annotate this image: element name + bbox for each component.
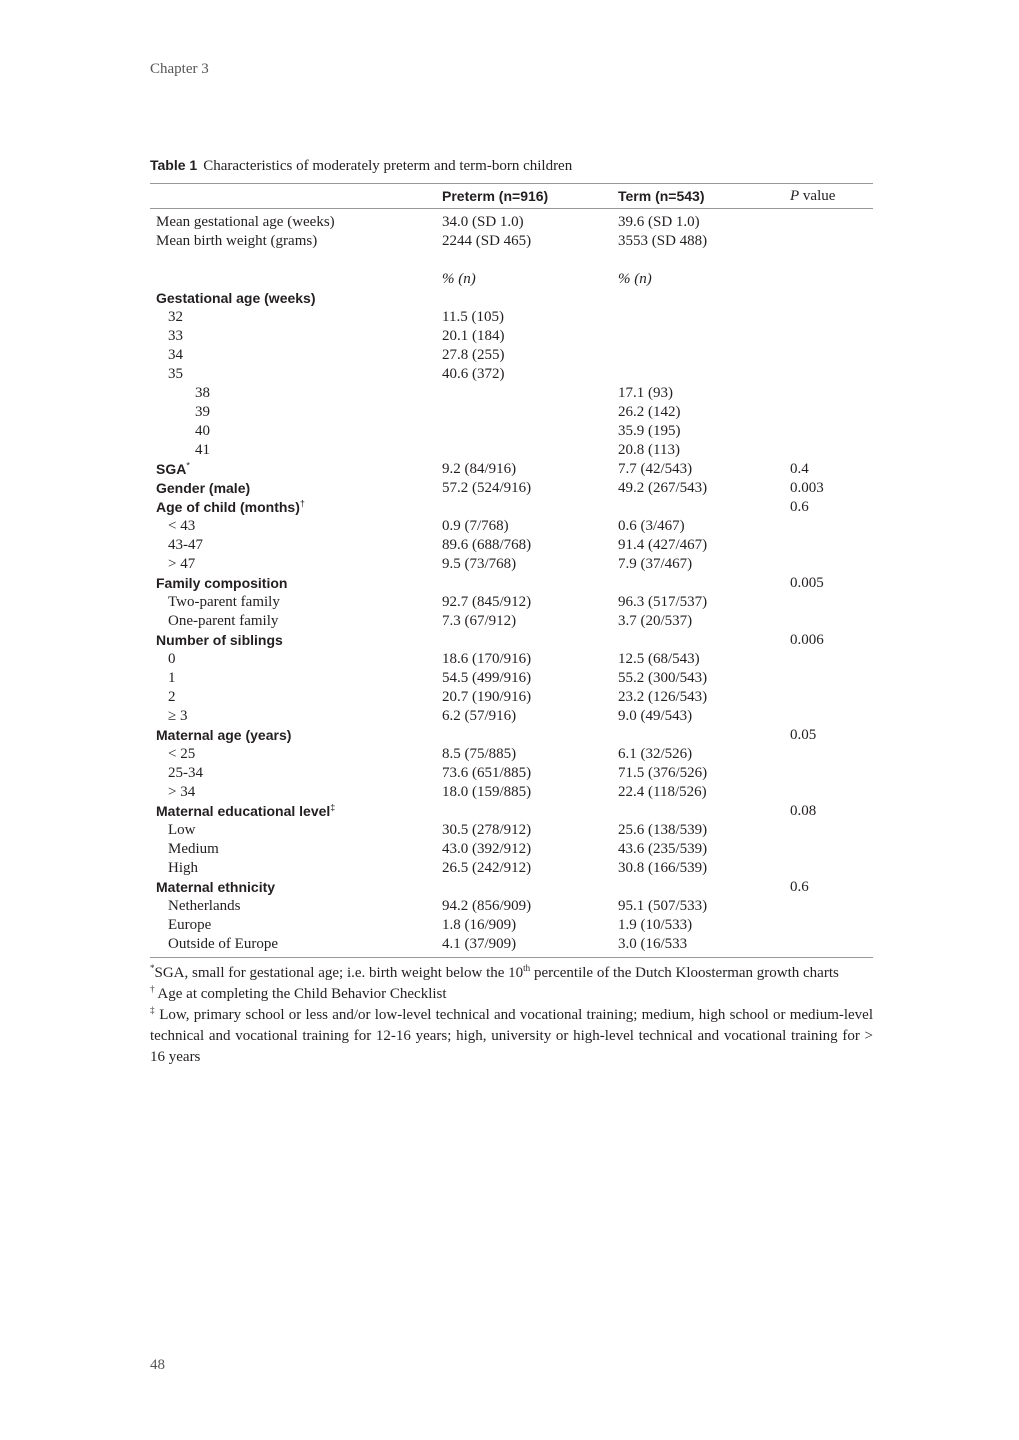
row-label: Mean birth weight (grams) — [156, 233, 318, 249]
table-row — [150, 859, 873, 878]
preterm-value: 57.2 (524/916) — [442, 480, 532, 496]
preterm-units: % (n) — [442, 271, 476, 287]
footnote-text: Low, primary school or less and/or low-level technical and vocational training; medium, high school or medium-level technical and vocational training for 12-16 years; high, university or high-level technical and vocational training for > 16 years — [150, 1007, 874, 1065]
section-label: Gender (male) — [156, 480, 251, 496]
running-head: Chapter 3 — [150, 61, 209, 77]
preterm-value: 9.2 (84/916) — [442, 461, 517, 477]
preterm-value: 7.3 (67/912) — [442, 613, 517, 629]
table-row — [150, 422, 873, 441]
preterm-value: 18.6 (170/916) — [442, 651, 532, 667]
table-row — [150, 612, 873, 631]
preterm-value: 73.6 (651/885) — [442, 765, 532, 781]
row-label: Low — [168, 822, 196, 838]
header-p-value — [790, 184, 835, 208]
row-label: One-parent family — [168, 613, 279, 629]
preterm-value: 89.6 (688/768) — [442, 537, 532, 553]
section-label — [156, 460, 190, 479]
table-row — [150, 517, 873, 536]
education-label: Maternal educational level — [156, 803, 331, 819]
table-bottom-rule — [150, 957, 873, 958]
row-label: Two-parent family — [168, 594, 280, 610]
preterm-value: 0.9 (7/768) — [442, 518, 509, 534]
section-maternal-education — [150, 802, 873, 821]
preterm-value: 20.7 (190/916) — [442, 689, 532, 705]
row-label: Europe — [168, 917, 212, 933]
preterm-value: 27.8 (255) — [442, 347, 505, 363]
row-label: 40 — [195, 423, 210, 439]
preterm-value: 18.0 (159/885) — [442, 784, 532, 800]
term-value: 7.9 (37/467) — [618, 556, 693, 572]
preterm-value: 26.5 (242/912) — [442, 860, 532, 876]
term-value: 35.9 (195) — [618, 423, 681, 439]
section-maternal-age — [150, 726, 873, 745]
header-p-rest: value — [799, 188, 836, 204]
term-value: 26.2 (142) — [618, 404, 681, 420]
row-label: 25-34 — [168, 765, 203, 781]
section-maternal-ethnicity — [150, 878, 873, 897]
section-gender — [150, 479, 873, 498]
footnote-sga — [150, 963, 873, 984]
table-row — [150, 403, 873, 422]
table-row — [150, 346, 873, 365]
preterm-value: 40.6 (372) — [442, 366, 505, 382]
term-value: 3.0 (16/533 — [618, 936, 688, 952]
term-value: 3.7 (20/537) — [618, 613, 693, 629]
table-row — [150, 688, 873, 707]
preterm-value: 1.8 (16/909) — [442, 917, 517, 933]
table-row — [150, 821, 873, 840]
p-value: 0.4 — [790, 461, 809, 477]
row-label: 38 — [195, 385, 210, 401]
sga-footnote-mark: * — [186, 460, 190, 471]
term-value: 7.7 (42/543) — [618, 461, 693, 477]
section-label: Family composition — [156, 575, 288, 591]
p-value: 0.08 — [790, 803, 817, 819]
education-footnote-mark: ‡ — [330, 802, 336, 813]
table-row — [150, 327, 873, 346]
header-preterm: Preterm (n=916) — [442, 188, 549, 204]
p-value: 0.6 — [790, 879, 809, 895]
table-row — [150, 441, 873, 460]
row-label: Netherlands — [168, 898, 241, 914]
term-value: 23.2 (126/543) — [618, 689, 708, 705]
sga-label: SGA — [156, 461, 187, 477]
row-label: Mean gestational age (weeks) — [156, 214, 335, 230]
preterm-value: 8.5 (75/885) — [442, 746, 517, 762]
section-family-composition — [150, 574, 873, 593]
table-row — [150, 365, 873, 384]
section-age-of-child — [150, 498, 873, 517]
row-label: < 25 — [168, 746, 196, 762]
section-label — [156, 498, 305, 517]
table-row — [150, 707, 873, 726]
term-value: 1.9 (10/533) — [618, 917, 693, 933]
preterm-value: 34.0 (SD 1.0) — [442, 214, 524, 230]
table-header-row — [150, 184, 873, 208]
characteristics-table — [150, 183, 873, 958]
table-footnotes — [150, 963, 873, 1068]
row-label: 1 — [168, 670, 176, 686]
footnote-superscript: th — [523, 963, 531, 973]
table-row — [150, 213, 873, 232]
preterm-value: 94.2 (856/909) — [442, 898, 532, 914]
row-label: High — [168, 860, 198, 876]
table-row — [150, 764, 873, 783]
row-label: > 34 — [168, 784, 196, 800]
footnote-text: percentile of the Dutch Kloosterman growth charts — [530, 965, 839, 981]
term-value: 95.1 (507/533) — [618, 898, 708, 914]
table-row — [150, 308, 873, 327]
table-row — [150, 232, 873, 251]
term-value: 17.1 (93) — [618, 385, 673, 401]
term-value: 25.6 (138/539) — [618, 822, 708, 838]
table-row — [150, 745, 873, 764]
term-value: 71.5 (376/526) — [618, 765, 708, 781]
preterm-value: 11.5 (105) — [442, 309, 504, 325]
table-label: Table 1 — [150, 157, 198, 173]
term-value: 0.6 (3/467) — [618, 518, 685, 534]
section-label: Gestational age (weeks) — [156, 290, 316, 306]
row-label: 2 — [168, 689, 176, 705]
preterm-value: 9.5 (73/768) — [442, 556, 517, 572]
term-value: 30.8 (166/539) — [618, 860, 708, 876]
p-value: 0.6 — [790, 499, 809, 515]
preterm-value: 54.5 (499/916) — [442, 670, 532, 686]
footnote-mark: ‡ — [150, 1005, 155, 1015]
row-label: < 43 — [168, 518, 196, 534]
row-label: 33 — [168, 328, 183, 344]
footnote-age — [150, 984, 873, 1005]
term-value: 12.5 (68/543) — [618, 651, 700, 667]
table-row — [150, 593, 873, 612]
term-units: % (n) — [618, 271, 652, 287]
preterm-value: 6.2 (57/916) — [442, 708, 517, 724]
row-label: 39 — [195, 404, 210, 420]
table-row — [150, 935, 873, 954]
table-caption — [150, 157, 572, 175]
preterm-value: 20.1 (184) — [442, 328, 505, 344]
table-row — [150, 555, 873, 574]
age-footnote-mark: † — [299, 498, 305, 509]
section-label: Maternal age (years) — [156, 727, 292, 743]
footnote-text: SGA, small for gestational age; i.e. birth weight below the 10 — [154, 965, 524, 981]
p-value: 0.005 — [790, 575, 824, 591]
preterm-value: 43.0 (392/912) — [442, 841, 532, 857]
term-value: 22.4 (118/526) — [618, 784, 707, 800]
section-label: Maternal ethnicity — [156, 879, 276, 895]
table-row — [150, 384, 873, 403]
row-label: 35 — [168, 366, 183, 382]
table-row — [150, 840, 873, 859]
row-label: 32 — [168, 309, 183, 325]
term-value: 55.2 (300/543) — [618, 670, 708, 686]
section-number-of-siblings — [150, 631, 873, 650]
age-child-label: Age of child (months) — [156, 499, 300, 515]
table-row — [150, 650, 873, 669]
table-row — [150, 916, 873, 935]
preterm-value: 4.1 (37/909) — [442, 936, 517, 952]
header-p-italic: P — [790, 188, 800, 204]
term-value: 43.6 (235/539) — [618, 841, 708, 857]
term-value: 39.6 (SD 1.0) — [618, 214, 700, 230]
term-value: 6.1 (32/526) — [618, 746, 693, 762]
row-label: Outside of Europe — [168, 936, 278, 952]
row-label: 41 — [195, 442, 210, 458]
footnote-education — [150, 1005, 873, 1068]
preterm-value: 30.5 (278/912) — [442, 822, 532, 838]
table-row — [150, 783, 873, 802]
term-value: 91.4 (427/467) — [618, 537, 708, 553]
term-value: 96.3 (517/537) — [618, 594, 708, 610]
row-label: > 47 — [168, 556, 196, 572]
row-label: 0 — [168, 651, 176, 667]
term-value: 49.2 (267/543) — [618, 480, 708, 496]
footnote-text: Age at completing the Child Behavior Checklist — [154, 986, 447, 1002]
row-label: Medium — [168, 841, 219, 857]
preterm-value: 2244 (SD 465) — [442, 233, 532, 249]
section-label — [156, 802, 335, 821]
row-label: 34 — [168, 347, 183, 363]
term-value: 9.0 (49/543) — [618, 708, 693, 724]
term-value: 20.8 (113) — [618, 442, 680, 458]
table-title: Characteristics of moderately preterm and term-born children — [203, 158, 573, 174]
header-term: Term (n=543) — [618, 188, 705, 204]
preterm-value: 92.7 (845/912) — [442, 594, 532, 610]
section-sga — [150, 460, 873, 479]
table-row — [150, 897, 873, 916]
footnote-mark: * — [150, 963, 155, 973]
section-label: Number of siblings — [156, 632, 283, 648]
p-value: 0.006 — [790, 632, 824, 648]
row-label: ≥ 3 — [168, 708, 188, 724]
table-row — [150, 669, 873, 688]
footnote-mark: † — [150, 984, 155, 994]
term-value: 3553 (SD 488) — [618, 233, 708, 249]
p-value: 0.003 — [790, 480, 824, 496]
p-value: 0.05 — [790, 727, 817, 743]
section-gestational-age — [150, 289, 873, 308]
table-row — [150, 536, 873, 555]
page-number: 48 — [150, 1357, 165, 1373]
units-row — [150, 270, 873, 289]
row-label: 43-47 — [168, 537, 203, 553]
